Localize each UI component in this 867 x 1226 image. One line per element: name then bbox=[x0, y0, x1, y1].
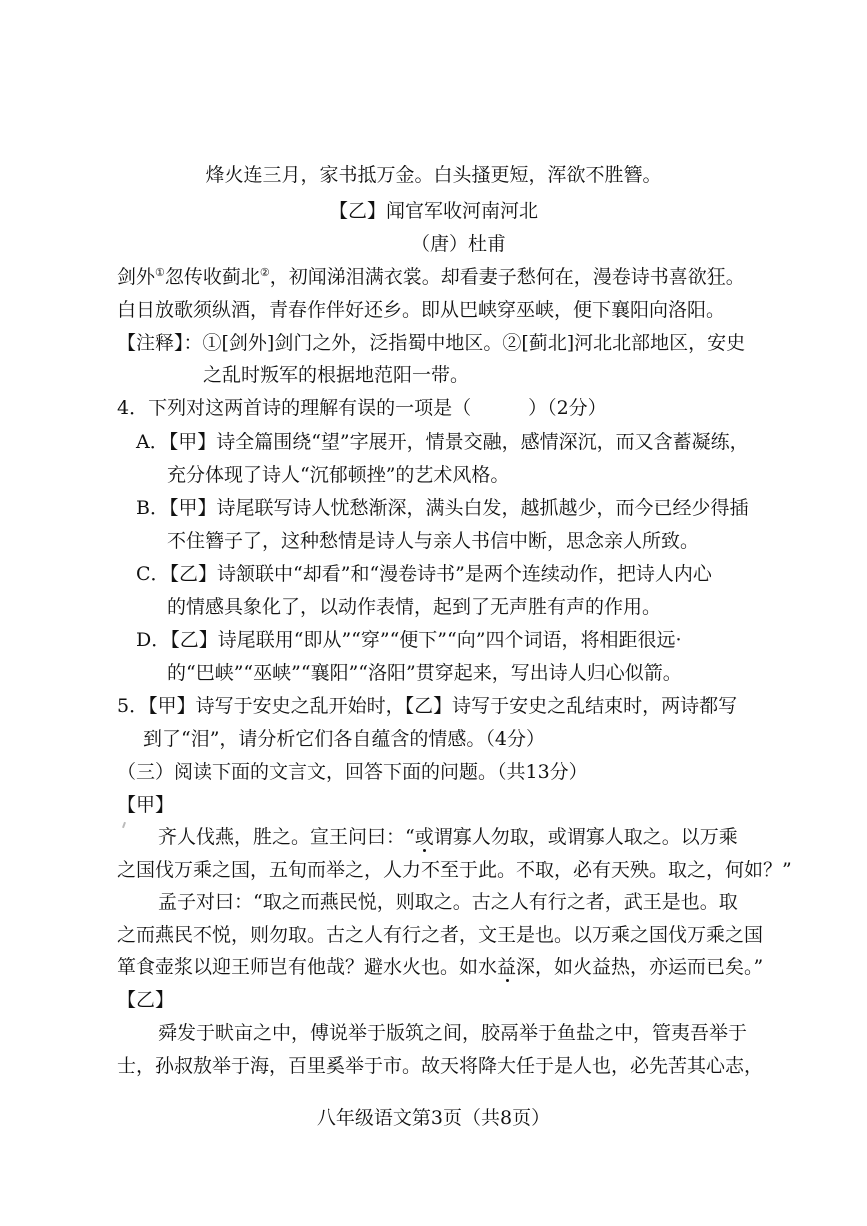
yi-label: 【乙】 bbox=[117, 989, 175, 1011]
q4-option-a-line-1: A．【甲】诗全篇围绕“望”字展开，情景交融，感情深沉，而又含蓄凝练， bbox=[136, 431, 749, 453]
question-4-stem: 4．下列对这两首诗的理解有误的一项是（ ）（2分） bbox=[117, 397, 607, 419]
jia-paragraph-1-line-2: 之国伐万乘之国，五旬而举之，人力不至于此。不取，必有天殃。取之，何如？” bbox=[117, 859, 792, 881]
poem-yi-note-2: 之乱时叛军的根据地范阳一带。 bbox=[203, 364, 470, 386]
q4-option-c-line-1: C．【乙】诗颔联中“却看”和“漫卷诗书”是两个连续动作，把诗人内心 bbox=[136, 563, 712, 585]
jia-paragraph-2-line-1: 孟子对曰：“取之而燕民悦，则取之。古之人有行之者，武王是也。取 bbox=[158, 891, 738, 913]
poem-yi-note-1: 【注释】：①[剑外]剑门之外，泛指蜀中地区。②[蓟北]河北北部地区，安史 bbox=[117, 332, 746, 354]
question-5-line-1: 5．【甲】诗写于安史之乱开始时，【乙】诗写于安史之乱结束时，两诗都写 bbox=[117, 695, 738, 717]
poem-yi-author: （唐）杜甫 bbox=[410, 233, 506, 255]
poem-yi-line-1: 剑外①忽传收蓟北②，初闻涕泪满衣裳。却看妻子愁何在，漫卷诗书喜欲狂。 bbox=[117, 266, 745, 288]
yi-line-1: 舜发于畎亩之中，傅说举于版筑之间，胶鬲举于鱼盐之中，管夷吾举于 bbox=[158, 1022, 748, 1044]
question-5-line-2: 到了“泪”，请分析它们各自蕴含的情感。（4分） bbox=[143, 728, 546, 750]
q4-option-b-line-2: 不住簪子了，这种愁情是诗人与亲人书信中断，思念亲人所致。 bbox=[167, 530, 700, 552]
q4-option-b-line-1: B．【甲】诗尾联写诗人忧愁渐深，满头白发，越抓越少，而今已经少得插 bbox=[136, 497, 749, 519]
jia-label: 【甲】 bbox=[117, 794, 175, 816]
jia-paragraph-2-line-3: 箪食壶浆以迎王师岂有他哉？避水火也。如水益深，如火益热，亦运而已矣。” bbox=[117, 956, 764, 978]
section-3-heading: （三）阅读下面的文言文，回答下面的问题。（共13分） bbox=[117, 761, 588, 783]
yi-line-2: 士，孙叔敖举于海，百里奚举于市。故天将降大任于是人也，必先苦其心志， bbox=[117, 1055, 764, 1077]
poem-jia-last-line: 烽火连三月，家书抵万金。白头搔更短，浑欲不胜簪。 bbox=[205, 164, 662, 186]
q4-option-a-line-2: 充分体现了诗人“沉郁顿挫”的艺术风格。 bbox=[167, 464, 510, 486]
page-footer: 八年级语文第3页（共8页） bbox=[316, 1107, 551, 1129]
jia-paragraph-1-line-1: 齐人伐燕，胜之。宣王问曰：“或谓寡人勿取，或谓寡人取之。以万乘 bbox=[158, 826, 738, 848]
q4-option-c-line-2: 的情感具象化了，以动作表情，起到了无声胜有声的作用。 bbox=[167, 596, 662, 618]
jia-paragraph-2-line-2: 之而燕民不悦，则勿取。古之人有行之者，文王是也。以万乘之国伐万乘之国 bbox=[117, 924, 764, 946]
poem-yi-title: 【乙】闻官军收河南河北 bbox=[328, 200, 538, 222]
q4-option-d-line-1: D．【乙】诗尾联用“即从”“穿”“便下”“向”四个词语，将相距很远· bbox=[136, 629, 682, 651]
q4-option-d-line-2: 的“巴峡”“巫峡”“襄阳”“洛阳”贯穿起来，写出诗人归心似箭。 bbox=[167, 662, 682, 684]
scan-mark bbox=[122, 822, 126, 828]
poem-yi-line-2: 白日放歌须纵酒，青春作伴好还乡。即从巴峡穿巫峡，便下襄阳向洛阳。 bbox=[117, 299, 726, 321]
